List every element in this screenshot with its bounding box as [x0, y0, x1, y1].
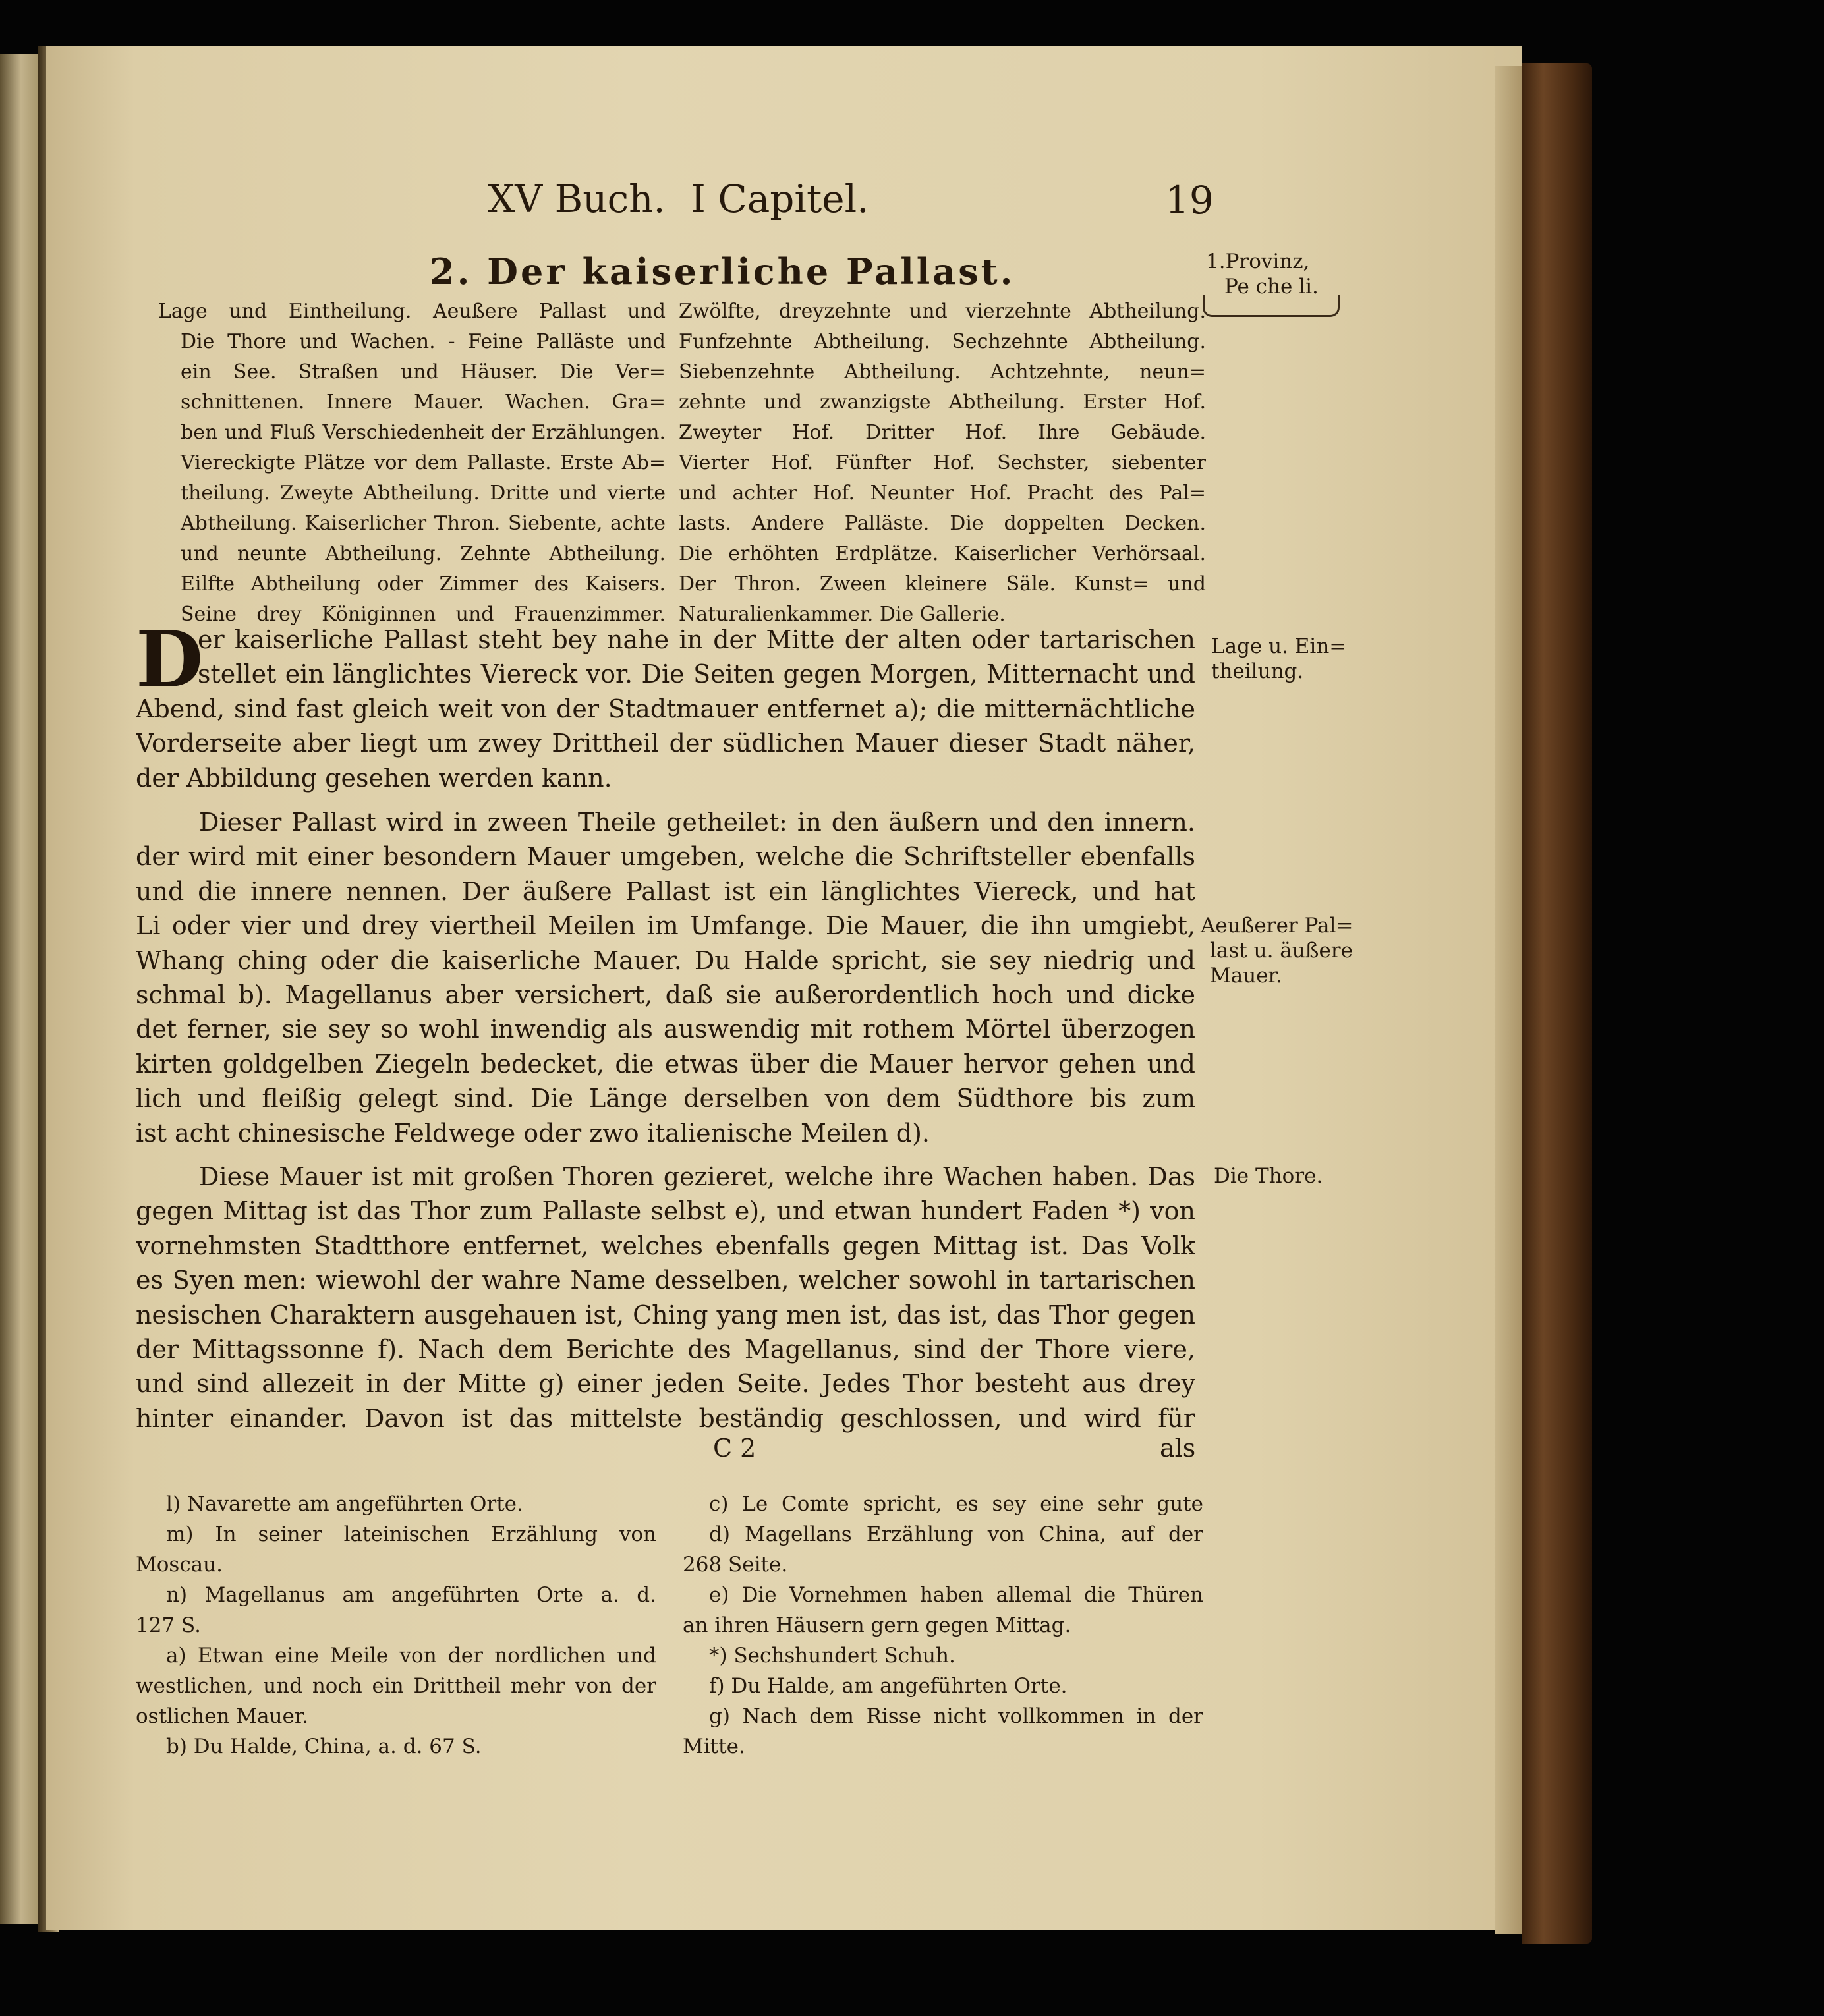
footnote-line: Moscau. — [136, 1553, 223, 1577]
margin-bracket — [1203, 295, 1340, 317]
text-line: Diese Mauer ist mit großen Thoren gezieret, welche ihre Wachen haben. Das — [199, 1162, 1195, 1191]
section-title: 2. Der kaiserliche Pallast. — [430, 250, 1015, 293]
drop-cap: D — [136, 613, 204, 705]
summary-line: zehnte und zwanzigste Abtheilung. Erster Hof. — [679, 391, 1206, 414]
footnote-line: f) Du Halde, am angeführten Orte. — [709, 1674, 1068, 1698]
summary-line: Funfzehnte Abtheilung. Sechzehnte Abtheilung. — [679, 330, 1206, 353]
summary-left — [158, 296, 666, 630]
margin-note-thore — [1214, 1163, 1323, 1189]
text-line: Abend, sind fast gleich weit von der Stadtmauer entfernet a); die mitternächtliche — [136, 694, 1195, 723]
text-line: schmal b). Magellanus aber versichert, daß sie außerordentlich hoch und dicke — [136, 980, 1195, 1009]
text-line: lich und fleißig gelegt sind. Die Länge derselben von dem Südthore bis zum — [136, 1084, 1195, 1113]
summary-right — [679, 296, 1206, 630]
footnote-line: an ihren Häusern gern gegen Mittag. — [683, 1613, 1071, 1637]
margin-note-aeusserer — [1201, 913, 1353, 988]
summary-line: Die Thore und Wachen. - Feine Palläste und — [181, 330, 666, 353]
text-line: Li oder vier und drey viertheil Meilen im Umfange. Die Mauer, die ihn umgiebt, — [136, 911, 1195, 941]
text-line: er kaiserliche Pallast steht bey nahe in der Mitte der alten oder tartarischen — [198, 625, 1195, 654]
running-head-book: XV Buch. — [488, 177, 666, 221]
summary-line: Seine drey Königinnen und Frauenzimmer. — [181, 603, 666, 626]
summary-line: Viereckigte Plätze vor dem Pallaste. Erste Ab= — [181, 451, 666, 474]
footnote-line: l) Navarette am angeführten Orte. — [166, 1492, 523, 1516]
text-line: det ferner, sie sey so wohl inwendig als auswendig mit rothem Mörtel überzogen — [136, 1015, 1195, 1044]
footnote-line: e) Die Vornehmen haben allemal die Thüren — [709, 1583, 1203, 1607]
summary-line: Zweyter Hof. Dritter Hof. Ihre Gebäude. — [679, 421, 1206, 444]
margin-note-lage — [1211, 634, 1346, 684]
summary-line: Siebenzehnte Abtheilung. Achtzehnte, neun= — [679, 360, 1206, 383]
summary-line: schnittenen. Innere Mauer. Wachen. Gra= — [181, 391, 666, 414]
margin-note-line: Pe che li. — [1224, 275, 1319, 298]
page-number: 19 — [1165, 178, 1214, 223]
text-line: gegen Mittag ist das Thor zum Pallaste selbst e), und etwan hundert Faden *) von — [136, 1196, 1195, 1226]
footnote-line: *) Sechshundert Schuh. — [709, 1644, 955, 1667]
summary-line: Vierter Hof. Fünfter Hof. Sechster, siebenter — [679, 451, 1206, 474]
footnote-line: 268 Seite. — [683, 1553, 788, 1577]
summary-line: Abtheilung. Kaiserlicher Thron. Siebente, achte — [181, 512, 666, 535]
margin-note-line: 1.Provinz, — [1206, 250, 1310, 273]
paragraph-2 — [136, 805, 1195, 1150]
footnote-line: c) Le Comte spricht, es sey eine sehr gute — [709, 1492, 1203, 1516]
summary-line: Der Thron. Zween kleinere Säle. Kunst= und — [679, 573, 1206, 596]
text-line: der Mittagssonne f). Nach dem Berichte des Magellanus, sind der Thore viere, — [136, 1334, 1195, 1364]
summary-line: Naturalienkammer. Die Gallerie. — [679, 603, 1006, 626]
text-line: ist acht chinesische Feldwege oder zwo italienische Meilen d). — [136, 1118, 930, 1148]
text-line: kirten goldgelben Ziegeln bedecket, die etwas über die Mauer hervor gehen und — [136, 1049, 1195, 1078]
text-line: es Syen men: wiewohl der wahre Name desselben, welcher sowohl in tartarischen — [136, 1266, 1195, 1295]
signature-mark: C 2 — [713, 1434, 756, 1463]
previous-page-edge — [0, 54, 38, 1924]
footnote-line: m) In seiner lateinischen Erzählung von — [166, 1523, 656, 1546]
footnote-line: n) Magellanus am angeführten Orte a. d. — [166, 1583, 656, 1607]
paragraph-3 — [136, 1160, 1195, 1436]
summary-line: Die erhöhten Erdplätze. Kaiserlicher Verhörsaal. — [679, 542, 1206, 565]
footnote-line: westlichen, und noch ein Drittheil mehr von der — [136, 1674, 656, 1698]
summary-line: ein See. Straßen und Häuser. Die Ver= — [181, 360, 666, 383]
summary-line: ben und Fluß Verschiedenheit der Erzählungen. — [181, 421, 666, 444]
footnotes-right — [683, 1489, 1203, 1762]
text-line: und die innere nennen. Der äußere Pallast ist ein länglichtes Viereck, und hat — [136, 876, 1195, 906]
footnote-line: d) Magellans Erzählung von China, auf der — [709, 1523, 1203, 1546]
margin-note-line: theilung. — [1211, 659, 1304, 683]
margin-note-line: Aeußerer Pal= — [1201, 914, 1354, 938]
text-line: der Abbildung gesehen werden kann. — [136, 763, 612, 793]
summary-line: lasts. Andere Palläste. Die doppelten Decken. — [679, 512, 1206, 535]
margin-note-line: last u. äußere — [1210, 939, 1353, 963]
text-line: Whang ching oder die kaiserliche Mauer. Du Halde spricht, sie sey niedrig und — [136, 945, 1195, 975]
text-line: Vorderseite aber liegt um zwey Drittheil der südlichen Mauer dieser Stadt näher, — [136, 729, 1195, 758]
footnote-line: Mitte. — [683, 1735, 745, 1758]
page-edges — [1495, 66, 1522, 1934]
summary-line: und neunte Abtheilung. Zehnte Abtheilung. — [181, 542, 666, 565]
text-line: der wird mit einer besondern Mauer umgeben, welche die Schriftsteller ebenfalls — [136, 842, 1195, 872]
footnote-line: 127 S. — [136, 1613, 202, 1637]
footnote-line: g) Nach dem Risse nicht vollkommen in der — [709, 1704, 1203, 1728]
footnote-line: ostlichen Mauer. — [136, 1704, 309, 1728]
margin-note-province — [1206, 249, 1319, 299]
footnote-line: b) Du Halde, China, a. d. 67 S. — [166, 1735, 482, 1758]
text-line: vornehmsten Stadtthore entfernet, welches ebenfalls gegen Mittag ist. Das Volk — [136, 1231, 1195, 1260]
text-line: Dieser Pallast wird in zween Theile getheilet: in den äußern und den innern. — [199, 808, 1195, 837]
footnotes-left — [136, 1489, 656, 1762]
catchword: als — [1160, 1434, 1196, 1463]
summary-line: Eilfte Abtheilung oder Zimmer des Kaisers. — [181, 573, 666, 596]
paragraph-1-lead — [198, 623, 1195, 692]
text-line: und sind allezeit in der Mitte g) einer jeden Seite. Jedes Thor besteht aus drey — [136, 1369, 1195, 1399]
text-line: hinter einander. Davon ist das mittelste beständig geschlossen, und wird für — [136, 1403, 1195, 1433]
running-head-chapter: I Capitel. — [691, 177, 869, 221]
paragraph-1-rest — [136, 692, 1195, 795]
summary-line: und achter Hof. Neunter Hof. Pracht des Pal= — [679, 482, 1206, 505]
summary-line: theilung. Zweyte Abtheilung. Dritte und vierte — [181, 482, 666, 505]
summary-line: Lage und Eintheilung. Aeußere Pallast und — [158, 300, 666, 323]
margin-note-line: Die Thore. — [1214, 1164, 1323, 1188]
margin-note-line: Lage u. Ein= — [1211, 634, 1347, 658]
margin-note-line: Mauer. — [1210, 964, 1282, 988]
summary-line: Zwölfte, dreyzehnte und vierzehnte Abtheilung. — [679, 300, 1206, 323]
book-cover — [1522, 63, 1592, 1944]
text-line: nesischen Charaktern ausgehauen ist, Ching yang men ist, das ist, das Thor gegen — [136, 1300, 1195, 1330]
text-line: stellet ein länglichtes Viereck vor. Die Seiten gegen Morgen, Mitternacht und — [198, 659, 1195, 689]
footnote-line: a) Etwan eine Meile von der nordlichen und — [166, 1644, 656, 1667]
